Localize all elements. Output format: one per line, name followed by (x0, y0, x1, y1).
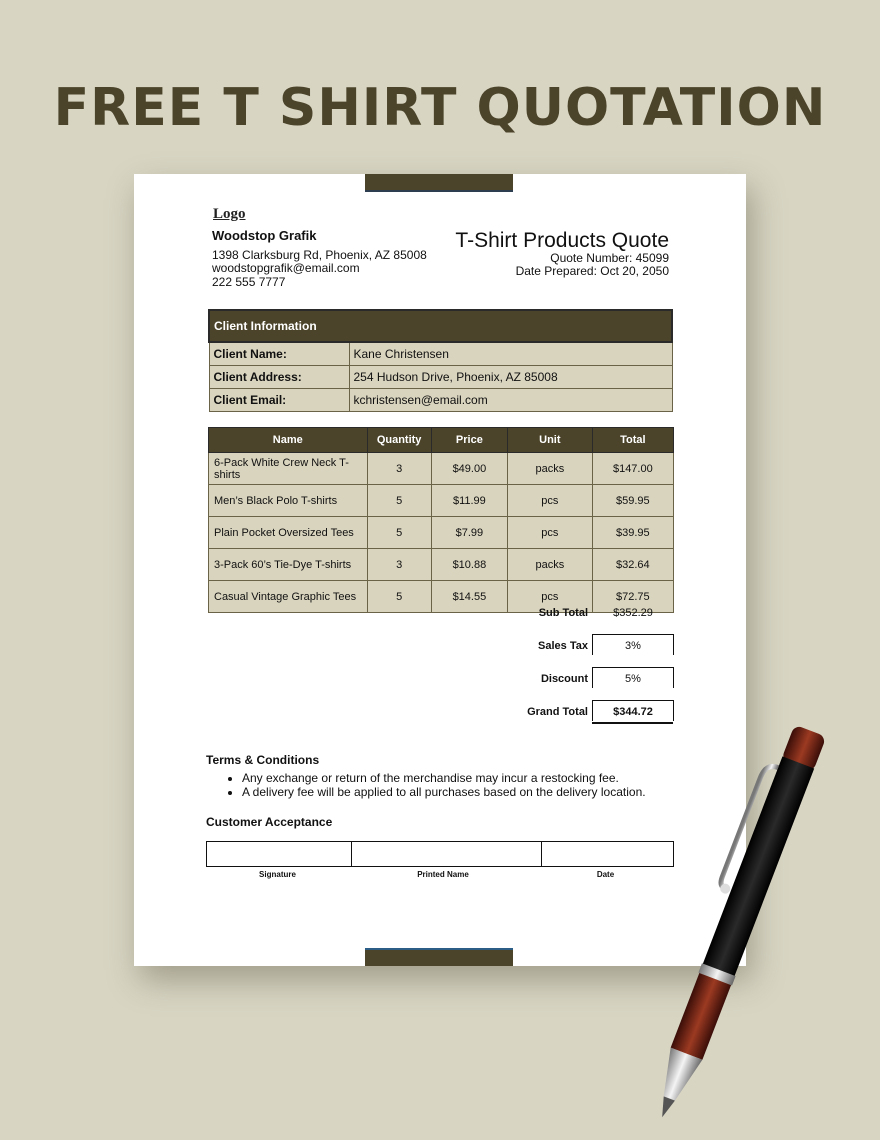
item-quantity: 5 (367, 517, 431, 549)
client-row-label: Client Address: (209, 366, 349, 389)
item-unit: pcs (508, 517, 593, 549)
col-header-name: Name (209, 428, 368, 453)
item-total: $72.75 (592, 581, 673, 613)
date-label: Date (596, 870, 615, 879)
col-header-quantity: Quantity (367, 428, 431, 453)
quote-title: T-Shirt Products Quote (455, 229, 669, 252)
terms-item: • Any exchange or return of the merchandise may incur a restocking fee. (242, 771, 646, 785)
item-quantity: 5 (367, 581, 431, 613)
printed-name-field[interactable] (352, 842, 542, 867)
col-header-unit: Unit (508, 428, 593, 453)
company-email: woodstopgrafik@email.com (212, 261, 360, 275)
item-name: 3-Pack 60’s Tie-Dye T-shirts (209, 549, 368, 581)
client-info-header: Client Information (209, 310, 672, 342)
item-unit: packs (508, 453, 593, 485)
item-total: $59.95 (592, 485, 673, 517)
col-header-total: Total (592, 428, 673, 453)
table-row (209, 485, 674, 517)
item-price: $10.88 (431, 549, 507, 581)
item-price: $7.99 (431, 517, 507, 549)
sales-tax-value: 3% (625, 640, 641, 652)
client-row (209, 389, 672, 412)
subtotal-value: $352.29 (613, 607, 653, 619)
company-name: Woodstop Grafik (212, 228, 317, 243)
grand-total-value: $344.72 (613, 706, 653, 718)
company-address: 1398 Clarksburg Rd, Phoenix, AZ 85008 (212, 248, 427, 262)
client-row-value: kchristensen@email.com (349, 389, 672, 412)
table-row (209, 517, 674, 549)
quote-number: Quote Number: 45099 (550, 251, 669, 265)
logo: Logo (213, 206, 246, 222)
item-quantity: 3 (367, 549, 431, 581)
pen-tip (657, 1096, 675, 1119)
item-name: Plain Pocket Oversized Tees (209, 517, 368, 549)
terms-item: • A delivery fee will be applied to all purchases based on the delivery location. (242, 785, 646, 799)
item-name: 6-Pack White Crew Neck T-shirts (209, 453, 368, 485)
subtotal-label: Sub Total (538, 607, 588, 619)
client-row-label: Client Email: (209, 389, 349, 412)
terms-heading: Terms & Conditions (206, 753, 320, 767)
discount-value: 5% (625, 673, 641, 685)
item-price: $11.99 (431, 485, 507, 517)
sales-tax-label: Sales Tax (538, 640, 588, 652)
items-table (208, 427, 674, 613)
discount-label: Discount (540, 673, 588, 685)
table-row (209, 453, 674, 485)
item-price: $14.55 (431, 581, 507, 613)
terms-list (222, 771, 646, 799)
client-row (209, 342, 672, 366)
item-total: $147.00 (592, 453, 673, 485)
client-row-value: 254 Hudson Drive, Phoenix, AZ 85008 (349, 366, 672, 389)
client-row-value: Kane Christensen (349, 342, 672, 366)
pen-grip (671, 973, 731, 1060)
grand-total-label: Grand Total (527, 706, 588, 718)
item-price: $49.00 (431, 453, 507, 485)
item-unit: pcs (508, 581, 593, 613)
quote-date: Date Prepared: Oct 20, 2050 (515, 264, 669, 278)
item-quantity: 3 (367, 453, 431, 485)
item-total: $39.95 (592, 517, 673, 549)
signature-field[interactable] (207, 842, 352, 867)
item-name: Men’s Black Polo T-shirts (209, 485, 368, 517)
banner-title: FREE T SHIRT QUOTATION (53, 78, 827, 138)
item-name: Casual Vintage Graphic Tees (209, 581, 368, 613)
client-info-table (208, 309, 673, 412)
table-row (209, 549, 674, 581)
item-unit: packs (508, 549, 593, 581)
item-unit: pcs (508, 485, 593, 517)
pen-image (600, 700, 880, 1140)
signature-label: Signature (259, 870, 296, 879)
item-total: $32.64 (592, 549, 673, 581)
client-row-label: Client Name: (209, 342, 349, 366)
company-phone: 222 555 7777 (212, 275, 286, 289)
printed-name-label: Printed Name (417, 870, 469, 879)
col-header-price: Price (431, 428, 507, 453)
bottom-clip (365, 948, 513, 966)
client-row (209, 366, 672, 389)
top-clip (365, 174, 513, 192)
item-quantity: 5 (367, 485, 431, 517)
acceptance-heading: Customer Acceptance (206, 815, 333, 829)
